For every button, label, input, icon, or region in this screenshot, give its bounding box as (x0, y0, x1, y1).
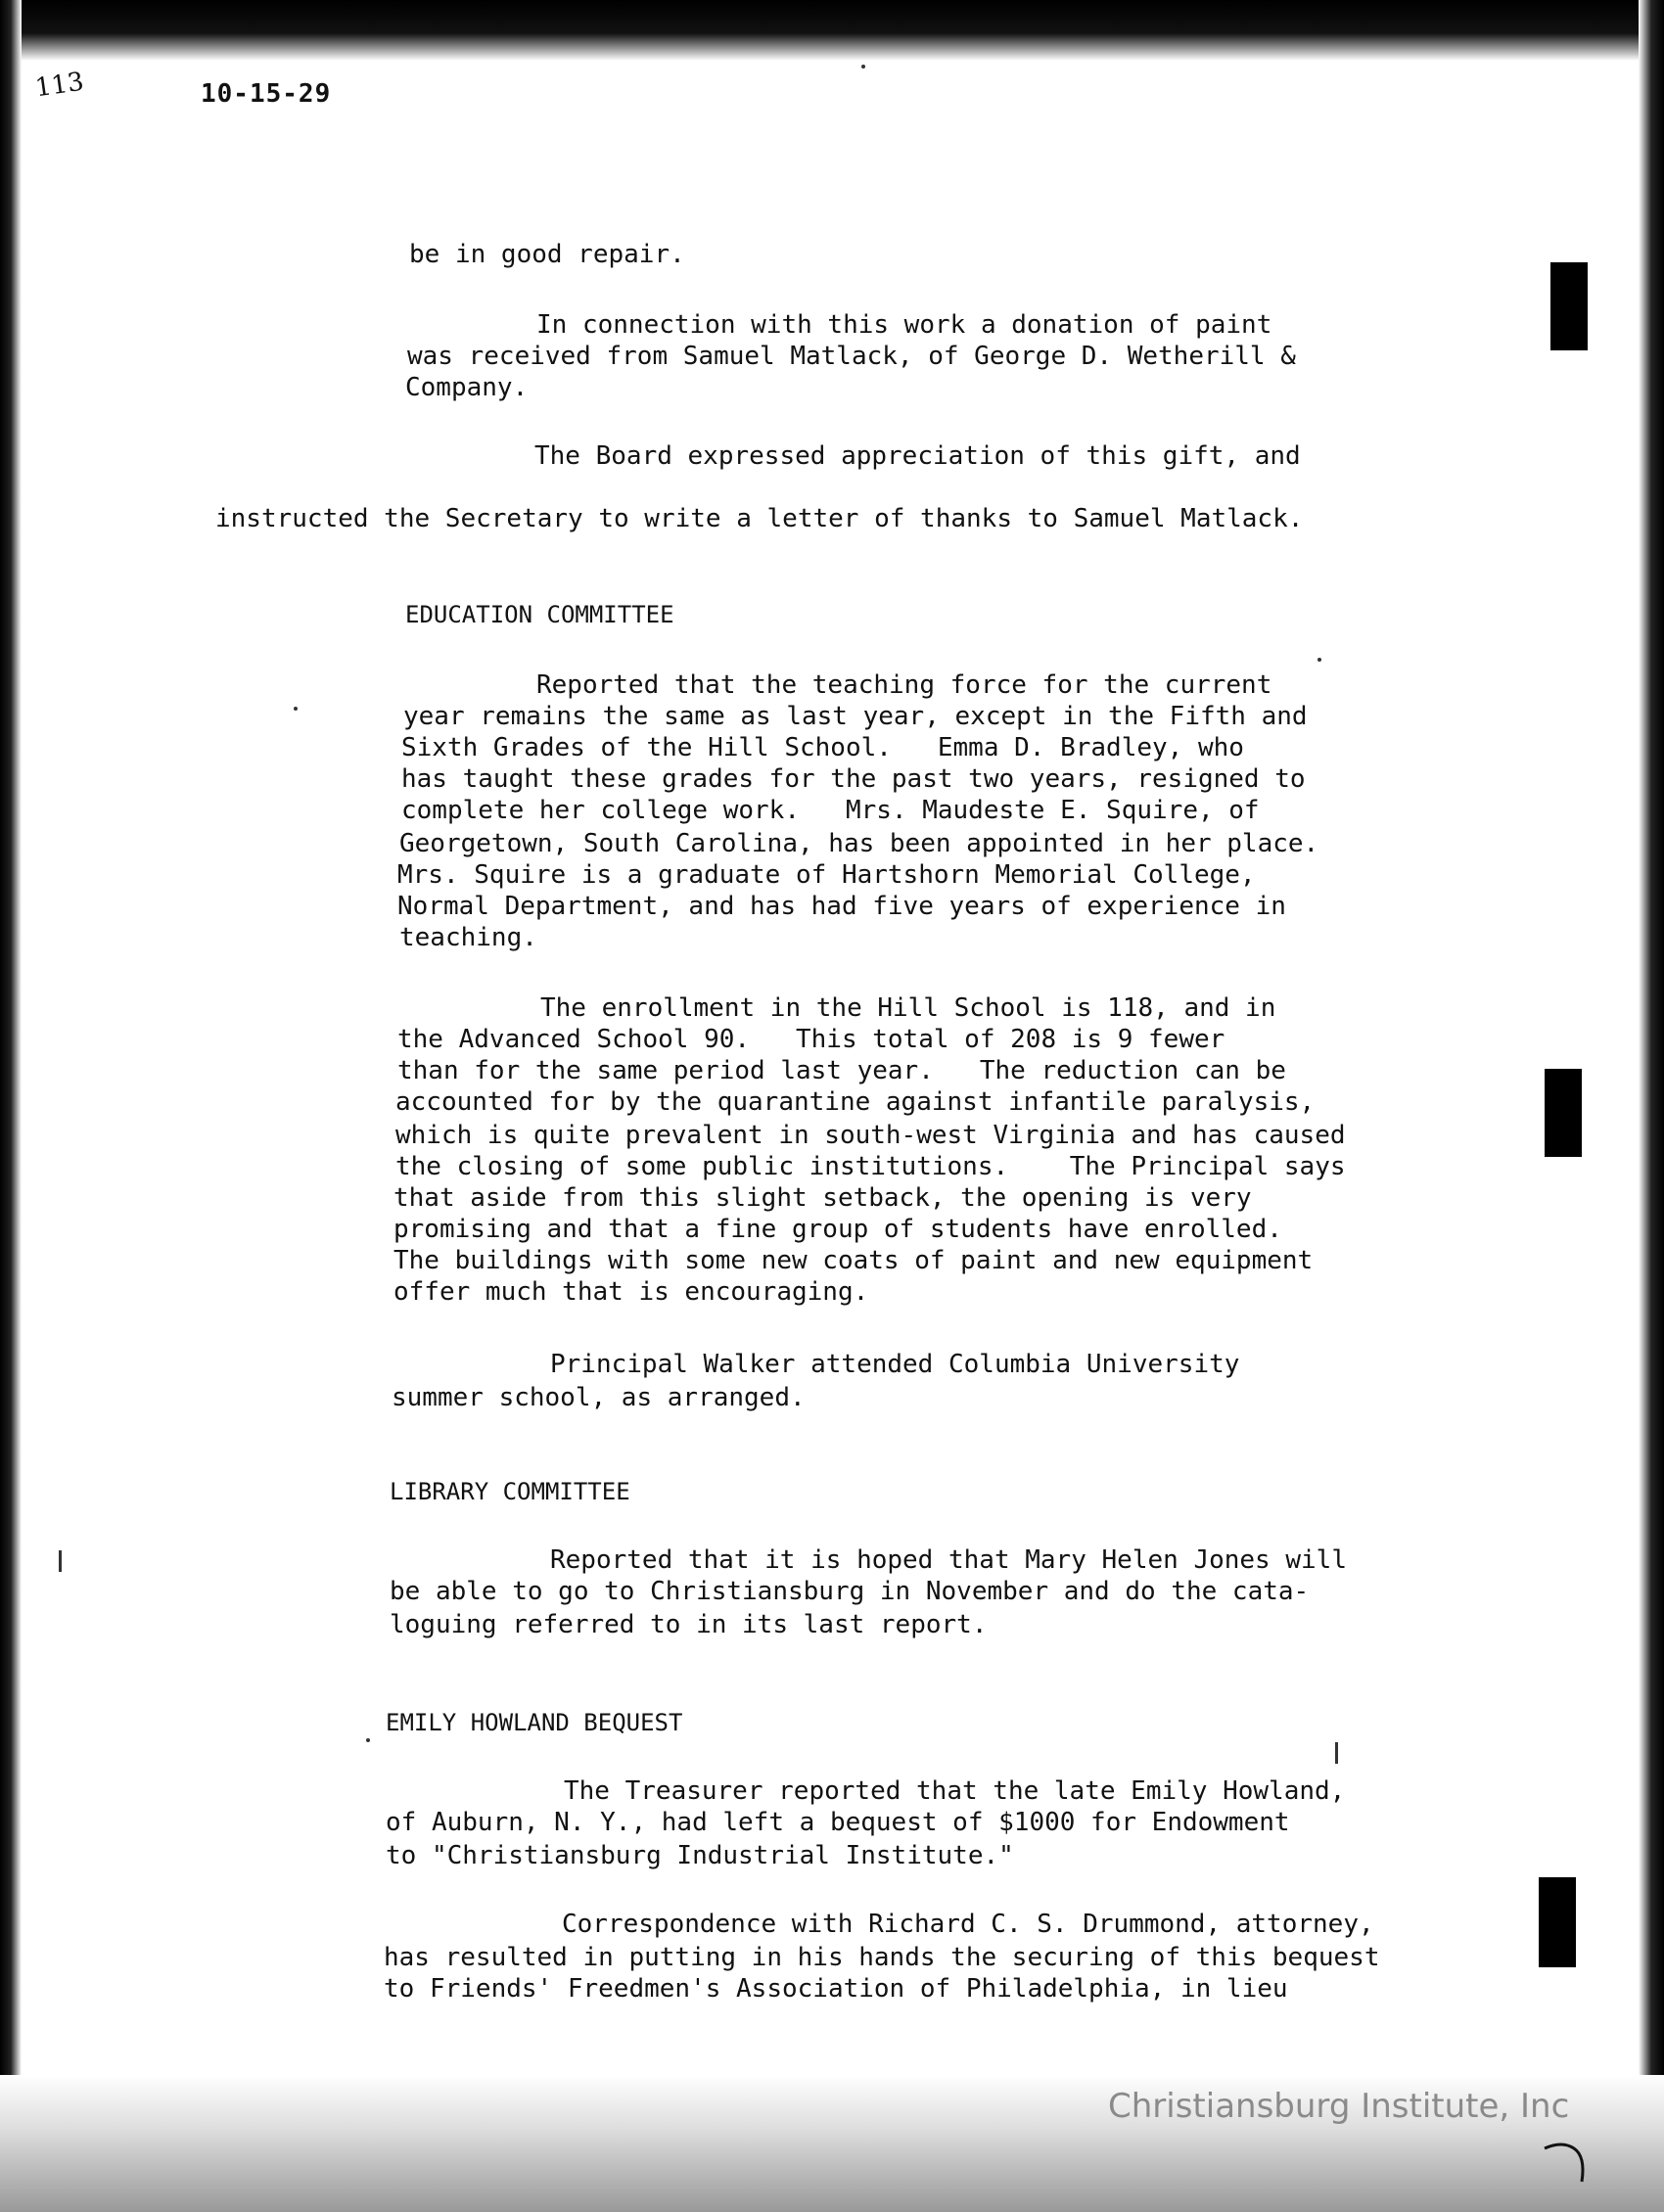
handwritten-page-number: 113 (33, 67, 86, 104)
scan-edge-left (0, 0, 22, 2212)
scan-speck (1317, 658, 1321, 662)
scan-mark (59, 1550, 62, 1572)
text-line: Company. (405, 373, 529, 402)
text-line: be able to go to Christiansburg in November and do the cata- (390, 1577, 1310, 1606)
section-heading-education: EDUCATION COMMITTEE (405, 601, 674, 628)
text-line: Reported that the teaching force for the current (536, 670, 1272, 700)
text-line: Normal Department, and has had five years of experience in (397, 892, 1286, 921)
text-line: to Friends' Freedmen's Association of Philadelphia, in lieu (384, 1974, 1288, 2004)
text-line: of Auburn, N. Y., had left a bequest of $1000 for Endowment (386, 1808, 1290, 1837)
section-heading-library: LIBRARY COMMITTEE (390, 1478, 630, 1505)
text-line: Mrs. Squire is a graduate of Hartshorn Memorial College, (397, 860, 1256, 890)
text-line: Sixth Grades of the Hill School. Emma D. Bradley, who (401, 733, 1244, 762)
text-line: was received from Samuel Matlack, of George D. Wetherill & (407, 342, 1296, 371)
text-line: to "Christiansburg Industrial Institute." (386, 1841, 1014, 1870)
scan-speck (294, 707, 298, 711)
text-line: has taught these grades for the past two years, resigned to (401, 764, 1306, 794)
margin-marker (1545, 1069, 1582, 1157)
text-line: loguing referred to in its last report. (390, 1610, 988, 1639)
margin-marker (1539, 1877, 1576, 1967)
text-line: be in good repair. (409, 240, 685, 269)
text-line: has resulted in putting in his hands the securing of this bequest (384, 1943, 1380, 1972)
text-line: The Board expressed appreciation of this gift, and (534, 441, 1301, 471)
text-line: Reported that it is hoped that Mary Helen Jones will (550, 1545, 1347, 1575)
text-line: Principal Walker attended Columbia University (550, 1350, 1240, 1379)
scan-edge-top (0, 0, 1664, 61)
text-line: The Treasurer reported that the late Emily Howland, (564, 1776, 1346, 1806)
text-line: promising and that a fine group of students have enrolled. (393, 1215, 1282, 1244)
archive-watermark: Christiansburg Institute, Inc (1108, 2087, 1570, 2126)
scan-edge-right (1639, 0, 1664, 2212)
text-line: The enrollment in the Hill School is 118, and in (540, 993, 1276, 1023)
text-line: instructed the Secretary to write a letter of thanks to Samuel Matlack. (215, 504, 1304, 533)
text-line: which is quite prevalent in south-west Virginia and has caused (395, 1121, 1346, 1150)
text-line: the closing of some public institutions. The Principal says (395, 1152, 1346, 1181)
text-line: year remains the same as last year, except in the Fifth and (403, 702, 1308, 731)
text-line: summer school, as arranged. (392, 1383, 806, 1412)
text-line: teaching. (399, 923, 537, 952)
text-line: Georgetown, South Carolina, has been appointed in her place. (399, 829, 1319, 858)
text-line: The buildings with some new coats of paint and new equipment (393, 1246, 1314, 1275)
text-line: offer much that is encouraging. (393, 1277, 869, 1307)
text-line: than for the same period last year. The reduction can be (397, 1056, 1286, 1085)
document-date: 10-15-29 (201, 79, 332, 109)
text-line: accounted for by the quarantine against infantile paralysis, (395, 1087, 1316, 1117)
text-line: the Advanced School 90. This total of 208 is 9 fewer (397, 1025, 1225, 1054)
pencil-mark-icon (1543, 2139, 1592, 2184)
margin-marker (1550, 262, 1588, 350)
scan-speck (366, 1738, 370, 1742)
section-heading-bequest: EMILY HOWLAND BEQUEST (386, 1709, 683, 1736)
scan-mark (1335, 1742, 1338, 1764)
text-line: complete her college work. Mrs. Maudeste E. Squire, of (401, 796, 1260, 825)
text-line: Correspondence with Richard C. S. Drummond, attorney, (562, 1910, 1374, 1939)
text-line: that aside from this slight setback, the opening is very (393, 1183, 1252, 1213)
text-line: In connection with this work a donation of paint (536, 310, 1272, 340)
scan-speck (861, 65, 865, 69)
